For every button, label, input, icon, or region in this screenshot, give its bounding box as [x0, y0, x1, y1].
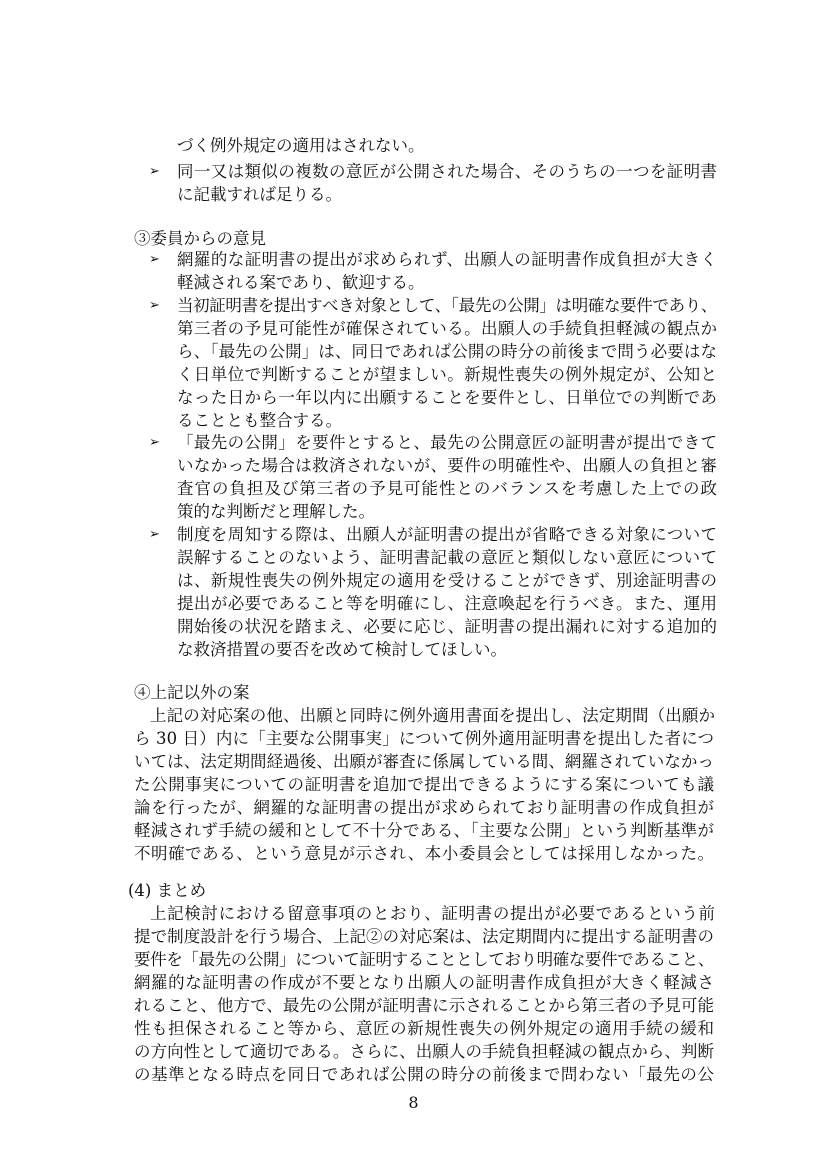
text-line: な救済措置の要否を改めて検討してほしい。 [177, 640, 507, 659]
text-line: ら、「最先の公開」は、同日であれば公開の時分の前後まで問う必要はな [177, 342, 718, 361]
text-line: 軽減される案であり、歓迎する。 [177, 273, 425, 292]
text-line: く日単位で判断することが望ましい。新規性喪失の例外規定が、公知と [177, 365, 718, 384]
text-line: 不明確である、という意見が示され、本小委員会としては採用しなかった。 [134, 844, 715, 863]
text-line: 策的な判断だと理解した。 [177, 502, 375, 521]
section-heading: (4) まとめ [128, 881, 207, 900]
text-line: 提出が必要であること等を明確にし、注意喚起を行うべき。また、運用 [177, 594, 718, 613]
text-line: の基準となる時点を同日であれば公開の時分の前後まで問わない「最先の公 [134, 1065, 715, 1084]
text-line: 提で制度設計を行う場合、上記②の対応案は、法定期間内に提出する証明書の [134, 927, 715, 946]
arrow-bullet-icon: ➢ [149, 164, 160, 179]
text-line: 「最先の公開」を要件とすると、最先の公開意匠の証明書が提出できて [177, 433, 718, 452]
page-number: 8 [408, 1093, 419, 1112]
text-line: 査官の負担及び第三者の予見可能性とのバランスを考慮した上での政 [177, 479, 718, 498]
arrow-bullet-icon: ➢ [149, 298, 160, 313]
text-line: 上記の対応案の他、出願と同時に例外適用書面を提出し、法定期間（出願か [150, 706, 716, 725]
text-line: た公開事実についての証明書を追加で提出できるようにする案についても議 [134, 775, 715, 794]
text-line: ることとも整合する。 [177, 411, 342, 430]
text-line: 性も担保されること等から、意匠の新規性喪失の例外規定の適用手続の緩和 [134, 1019, 715, 1038]
text-line: 網羅的な証明書の作成が不要となり出願人の証明書作成負担が大きく軽減さ [134, 973, 715, 992]
arrow-bullet-icon: ➢ [149, 252, 160, 267]
text-line: 軽減されず手続の緩和として不十分である、「主要な公開」という判断基準が [134, 821, 715, 840]
text-line: なった日から一年以内に出願することを要件とし、日単位での判断であ [177, 388, 718, 407]
text-line: ら 30 日）内に「主要な公開事実」について例外適用証明書を提出した者につ [134, 729, 715, 748]
text-line: 網羅的な証明書の提出が求められず、出願人の証明書作成負担が大きく [177, 250, 718, 269]
text-line: づく例外規定の適用はされない。 [177, 136, 425, 155]
arrow-bullet-icon: ➢ [149, 435, 160, 450]
text-line: の方向性として適切である。さらに、出願人の手続負担軽減の観点から、判断 [134, 1042, 715, 1061]
text-line: は、新規性喪失の例外規定の適用を受けることができず、別途証明書の [177, 571, 718, 590]
arrow-bullet-icon: ➢ [149, 527, 160, 542]
text-line: れること、他方で、最先の公開が証明書に示されることから第三者の予見可能 [134, 996, 715, 1015]
text-line: いなかった場合は救済されないが、要件の明確性や、出願人の負担と審 [177, 456, 718, 475]
text-line: に記載すれば足りる。 [177, 185, 342, 204]
text-line: 第三者の予見可能性が確保されている。出願人の手続負担軽減の観点か [177, 319, 718, 338]
section-heading: ④上記以外の案 [134, 683, 250, 702]
text-line: 制度を周知する際は、出願人が証明書の提出が省略できる対象について [177, 525, 718, 544]
section-heading: ③委員からの意見 [134, 229, 266, 248]
text-line: 開始後の状況を踏まえ、必要に応じ、証明書の提出漏れに対する追加的 [177, 617, 718, 636]
text-line: 同一又は類似の複数の意匠が公開された場合、そのうちの一つを証明書 [177, 162, 718, 181]
text-line: いては、法定期間経過後、出願が審査に係属している間、網羅されていなかっ [134, 752, 715, 771]
text-line: 上記検討における留意事項のとおり、証明書の提出が必要であるという前 [150, 904, 716, 923]
text-line: 要件を「最先の公開」について証明することとしており明確な要件であること、 [134, 950, 714, 969]
text-line: 論を行ったが、網羅的な証明書の提出が求められており証明書の作成負担が [134, 798, 715, 817]
text-line: 誤解することのないよう、証明書記載の意匠と類似しない意匠について [177, 548, 718, 567]
text-line: 当初証明書を提出すべき対象として、「最先の公開」は明確な要件であり、 [177, 296, 717, 315]
